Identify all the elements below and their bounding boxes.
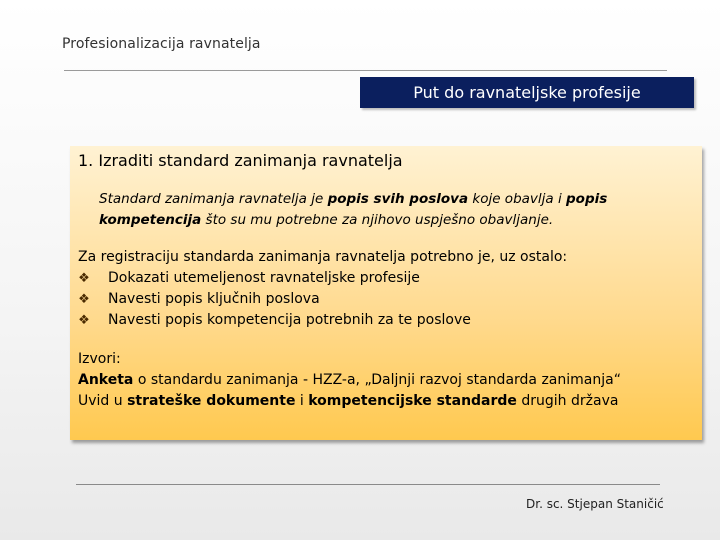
list-item — [78, 268, 702, 289]
source-text: Uvid u — [78, 393, 128, 409]
header-divider — [64, 70, 667, 71]
slide-title — [360, 77, 694, 108]
diamond-bullet-icon: ❖ — [78, 271, 90, 286]
source-text: i — [295, 393, 309, 409]
list-item-text: Dokazati utemeljenost ravnateljske profesije — [108, 270, 420, 286]
content-box — [70, 146, 702, 440]
source-line — [78, 370, 702, 391]
diamond-bullet-icon: ❖ — [78, 292, 90, 307]
slide-header: Profesionalizacija ravnatelja — [62, 36, 261, 52]
definition-part: Standard zanimanja ravnatelja je — [99, 191, 328, 207]
slide-title-text: Put do ravnateljske profesije — [413, 83, 641, 102]
footer-divider — [76, 484, 660, 485]
heading-emphasis: standard zanimanja — [158, 151, 317, 170]
list-item — [78, 289, 702, 310]
source-bold: kompetencijske standarde — [308, 393, 517, 409]
source-bold: Anketa — [78, 372, 134, 388]
author-name: Dr. sc. Stjepan Staničić — [526, 497, 664, 511]
definition-bold: popis kompetencija — [99, 191, 608, 228]
source-text: drugih država — [516, 393, 619, 409]
list-item-text: Navesti popis kompetencija potrebnih za te poslove — [108, 312, 471, 328]
diamond-bullet-icon: ❖ — [78, 313, 90, 328]
section-heading — [78, 151, 702, 171]
definition-part: što su mu potrebne za njihovo uspješno obavljanje. — [201, 212, 554, 228]
definition-part: koje obavlja i — [468, 191, 567, 207]
definition-bold: popis svih poslova — [327, 191, 469, 207]
sources-label: Izvori: — [78, 351, 121, 367]
requirements-list — [78, 268, 702, 331]
requirements-intro: Za registraciju standarda zanimanja ravnatelja potrebno je, uz ostalo: — [78, 249, 568, 265]
heading-prefix: 1. Izraditi — [78, 151, 159, 170]
list-item-text: Navesti popis ključnih poslova — [108, 291, 320, 307]
source-bold: strateške dokumente — [127, 393, 296, 409]
definition-text — [99, 189, 639, 231]
requirements-section — [78, 247, 702, 331]
sources-section — [78, 349, 702, 412]
list-item — [78, 310, 702, 331]
heading-suffix: ravnatelja — [316, 151, 403, 170]
source-text: o standardu zanimanja - HZZ-a, „Daljnji razvoj standarda zanimanja“ — [133, 372, 621, 388]
source-line — [78, 391, 702, 412]
